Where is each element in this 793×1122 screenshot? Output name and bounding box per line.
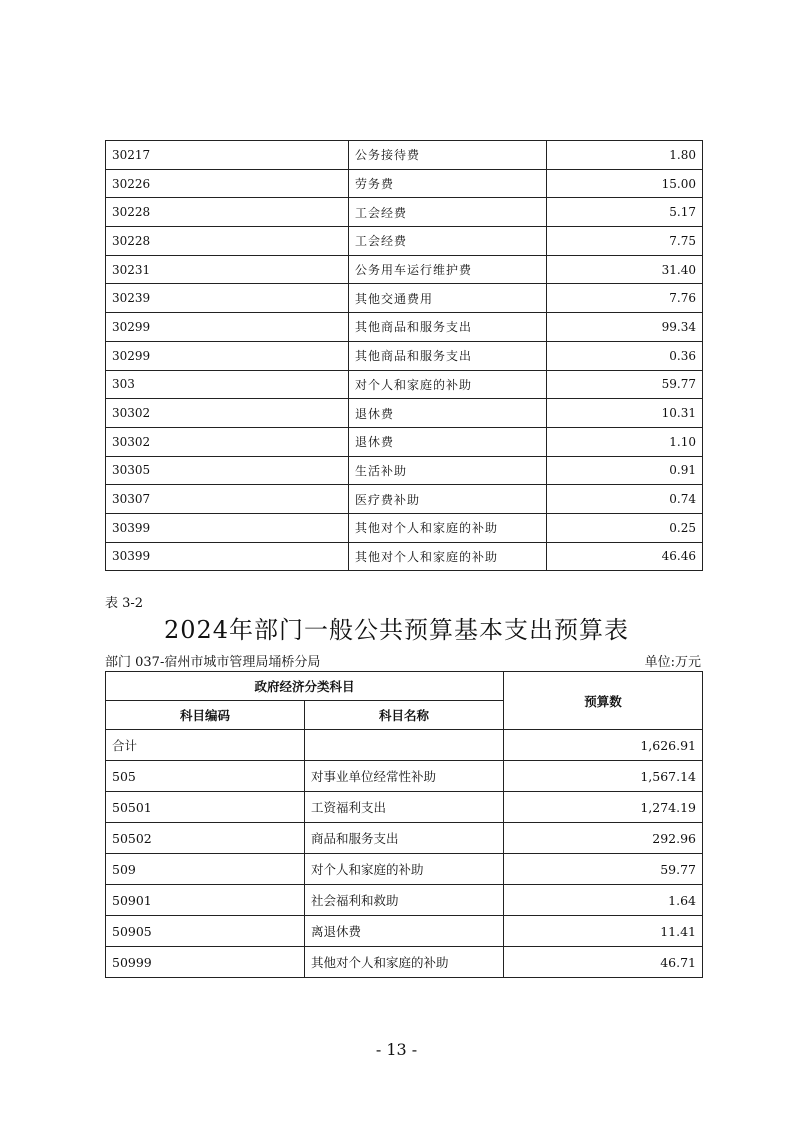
table-row — [106, 399, 703, 428]
amount: 1,626.91 — [504, 730, 703, 761]
table-row — [106, 947, 703, 978]
subject-code: 50901 — [106, 885, 305, 916]
subject-name: 劳务费 — [349, 169, 547, 198]
subject-code: 30217 — [106, 141, 349, 170]
table-row — [106, 513, 703, 542]
amount: 0.25 — [547, 513, 703, 542]
unit-label: 单位:万元 — [644, 655, 701, 670]
subject-name: 离退休费 — [305, 916, 504, 947]
subject-name: 退休费 — [349, 399, 547, 428]
basic-expenditure-table — [105, 671, 703, 978]
amount: 0.36 — [547, 341, 703, 370]
amount: 1.10 — [547, 427, 703, 456]
subject-name: 商品和服务支出 — [305, 823, 504, 854]
header-subject-name: 科目名称 — [305, 701, 504, 730]
amount: 59.77 — [504, 854, 703, 885]
table-row — [106, 730, 703, 761]
subject-name: 对事业单位经常性补助 — [305, 761, 504, 792]
subject-name: 其他对个人和家庭的补助 — [305, 947, 504, 978]
department-label: 部门 037-宿州市城市管理局埇桥分局 — [105, 655, 321, 670]
subject-code: 30299 — [106, 341, 349, 370]
table-row — [106, 916, 703, 947]
amount: 7.75 — [547, 227, 703, 256]
subject-name: 工会经费 — [349, 198, 547, 227]
amount: 0.74 — [547, 485, 703, 514]
subject-name: 医疗费补助 — [349, 485, 547, 514]
subject-code: 30231 — [106, 255, 349, 284]
table-row — [106, 141, 703, 170]
subject-name: 社会福利和救助 — [305, 885, 504, 916]
table-row — [106, 885, 703, 916]
amount: 0.91 — [547, 456, 703, 485]
table-row — [106, 169, 703, 198]
subject-name: 对个人和家庭的补助 — [349, 370, 547, 399]
amount: 5.17 — [547, 198, 703, 227]
subject-name: 其他对个人和家庭的补助 — [349, 542, 547, 571]
subject-name: 工资福利支出 — [305, 792, 504, 823]
continued-budget-table — [105, 140, 703, 571]
table-row — [106, 456, 703, 485]
subject-code: 50905 — [106, 916, 305, 947]
amount: 1.80 — [547, 141, 703, 170]
table-row — [106, 854, 703, 885]
subject-code: 30399 — [106, 542, 349, 571]
table-row — [106, 792, 703, 823]
amount: 10.31 — [547, 399, 703, 428]
subject-code: 30305 — [106, 456, 349, 485]
amount: 46.71 — [504, 947, 703, 978]
subject-name: 工会经费 — [349, 227, 547, 256]
subject-code: 30307 — [106, 485, 349, 514]
header-group-economic-classification: 政府经济分类科目 — [106, 672, 504, 701]
amount: 1,567.14 — [504, 761, 703, 792]
amount: 46.46 — [547, 542, 703, 571]
subject-code: 30302 — [106, 399, 349, 428]
subject-code: 50502 — [106, 823, 305, 854]
amount: 11.41 — [504, 916, 703, 947]
subject-name: 公务接待费 — [349, 141, 547, 170]
table-row — [106, 227, 703, 256]
table-row — [106, 198, 703, 227]
amount: 1.64 — [504, 885, 703, 916]
subject-code: 50999 — [106, 947, 305, 978]
subject-code: 30226 — [106, 169, 349, 198]
header-budget-amount: 预算数 — [504, 672, 703, 730]
table-row — [106, 485, 703, 514]
amount: 59.77 — [547, 370, 703, 399]
subject-name: 其他商品和服务支出 — [349, 341, 547, 370]
subject-code: 30302 — [106, 427, 349, 456]
subject-code: 30228 — [106, 198, 349, 227]
subject-name: 公务用车运行维护费 — [349, 255, 547, 284]
table-row — [106, 823, 703, 854]
subject-code: 30399 — [106, 513, 349, 542]
subject-code: 30239 — [106, 284, 349, 313]
table-row — [106, 341, 703, 370]
subject-code: 30299 — [106, 313, 349, 342]
table-row — [106, 427, 703, 456]
amount: 1,274.19 — [504, 792, 703, 823]
table-row — [106, 370, 703, 399]
page-title: 2024年部门一般公共预算基本支出预算表 — [163, 616, 630, 644]
subject-code: 505 — [106, 761, 305, 792]
table-row — [106, 284, 703, 313]
subject-code: 303 — [106, 370, 349, 399]
subject-name: 其他商品和服务支出 — [349, 313, 547, 342]
header-subject-code: 科目编码 — [106, 701, 305, 730]
table-row — [106, 313, 703, 342]
subject-name: 其他交通费用 — [349, 284, 547, 313]
subject-name: 其他对个人和家庭的补助 — [349, 513, 547, 542]
table-row — [106, 542, 703, 571]
subject-code: 合计 — [106, 730, 305, 761]
header-row — [106, 672, 703, 701]
amount: 292.96 — [504, 823, 703, 854]
table-label: 表 3-2 — [105, 596, 144, 611]
subject-code: 30228 — [106, 227, 349, 256]
subject-name: 生活补助 — [349, 456, 547, 485]
table-row — [106, 761, 703, 792]
subject-name: 退休费 — [349, 427, 547, 456]
amount: 15.00 — [547, 169, 703, 198]
amount: 31.40 — [547, 255, 703, 284]
table-row — [106, 255, 703, 284]
subject-code: 509 — [106, 854, 305, 885]
subject-code: 50501 — [106, 792, 305, 823]
amount: 7.76 — [547, 284, 703, 313]
page-number: - 13 - — [375, 1040, 418, 1059]
subject-name — [305, 730, 504, 761]
subject-name: 对个人和家庭的补助 — [305, 854, 504, 885]
amount: 99.34 — [547, 313, 703, 342]
